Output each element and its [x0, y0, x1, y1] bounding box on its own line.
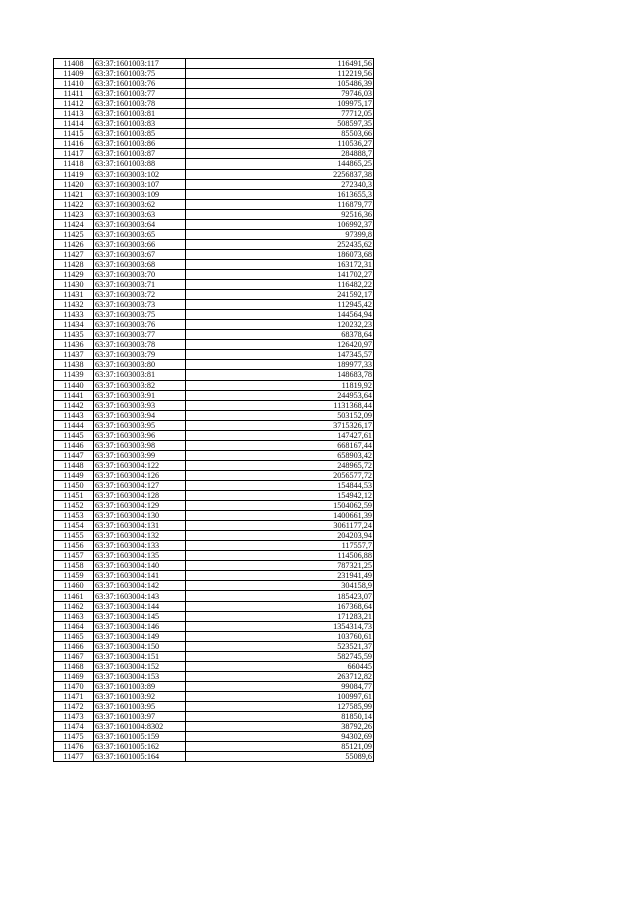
table-row: [54, 531, 374, 541]
cadastral-number-cell: 63:37:1601003:88: [94, 159, 186, 169]
table-row: [54, 310, 374, 320]
cadastral-value-cell: 231941,49: [186, 571, 374, 581]
cadastral-value-cell: 147427,61: [186, 430, 374, 440]
row-number-cell: 11457: [54, 551, 94, 561]
cadastral-number-cell: 63:37:1603003:93: [94, 400, 186, 410]
cadastral-number-cell: 63:37:1603004:127: [94, 480, 186, 490]
cadastral-number-cell: 63:37:1603004:143: [94, 591, 186, 601]
cadastral-value-cell: 272340,3: [186, 179, 374, 189]
row-number-cell: 11475: [54, 732, 94, 742]
row-number-cell: 11473: [54, 712, 94, 722]
row-number-cell: 11459: [54, 571, 94, 581]
cadastral-number-cell: 63:37:1601003:77: [94, 89, 186, 99]
cadastral-value-cell: 110536,27: [186, 139, 374, 149]
cadastral-number-cell: 63:37:1603004:126: [94, 470, 186, 480]
row-number-cell: 11448: [54, 460, 94, 470]
table-row: [54, 249, 374, 259]
cadastral-value-cell: 38792,26: [186, 722, 374, 732]
table-row: [54, 551, 374, 561]
table-row: [54, 480, 374, 490]
cadastral-value-cell: 304158,9: [186, 581, 374, 591]
table-row: [54, 300, 374, 310]
cadastral-value-cell: 3715326,17: [186, 420, 374, 430]
cadastral-number-cell: 63:37:1603004:128: [94, 491, 186, 501]
cadastral-value-cell: 204203,94: [186, 531, 374, 541]
row-number-cell: 11425: [54, 229, 94, 239]
table-row: [54, 611, 374, 621]
table-row: [54, 229, 374, 239]
row-number-cell: 11449: [54, 470, 94, 480]
row-number-cell: 11424: [54, 219, 94, 229]
cadastral-value-cell: 92516,36: [186, 209, 374, 219]
row-number-cell: 11438: [54, 360, 94, 370]
cadastral-number-cell: 63:37:1603004:149: [94, 631, 186, 641]
cadastral-value-cell: 658903,42: [186, 450, 374, 460]
cadastral-number-cell: 63:37:1601003:81: [94, 109, 186, 119]
row-number-cell: 11417: [54, 149, 94, 159]
cadastral-value-cell: 116491,56: [186, 59, 374, 69]
cadastral-value-cell: 114506,88: [186, 551, 374, 561]
row-number-cell: 11461: [54, 591, 94, 601]
table-row: [54, 380, 374, 390]
row-number-cell: 11414: [54, 119, 94, 129]
cadastral-value-cell: 109975,17: [186, 99, 374, 109]
row-number-cell: 11413: [54, 109, 94, 119]
table-row: [54, 732, 374, 742]
row-number-cell: 11447: [54, 450, 94, 460]
row-number-cell: 11420: [54, 179, 94, 189]
cadastral-number-cell: 63:37:1603003:99: [94, 450, 186, 460]
cadastral-value-cell: 112945,42: [186, 300, 374, 310]
table-row: [54, 79, 374, 89]
cadastral-value-cell: 185423,07: [186, 591, 374, 601]
cadastral-number-cell: 63:37:1601003:75: [94, 69, 186, 79]
row-number-cell: 11453: [54, 511, 94, 521]
cadastral-number-cell: 63:37:1603003:63: [94, 209, 186, 219]
cadastral-value-cell: 1613655,3: [186, 189, 374, 199]
cadastral-value-cell: 248965,72: [186, 460, 374, 470]
table-row: [54, 521, 374, 531]
cadastral-value-cell: 189977,33: [186, 360, 374, 370]
row-number-cell: 11423: [54, 209, 94, 219]
row-number-cell: 11437: [54, 350, 94, 360]
cadastral-number-cell: 63:37:1601003:76: [94, 79, 186, 89]
cadastral-number-cell: 63:37:1601005:162: [94, 742, 186, 752]
cadastral-value-cell: 148683,78: [186, 370, 374, 380]
cadastral-number-cell: 63:37:1603003:102: [94, 169, 186, 179]
cadastral-number-cell: 63:37:1601003:83: [94, 119, 186, 129]
cadastral-number-cell: 63:37:1603003:82: [94, 380, 186, 390]
table-row: [54, 89, 374, 99]
cadastral-number-cell: 63:37:1603003:91: [94, 390, 186, 400]
table-row: [54, 69, 374, 79]
row-number-cell: 11409: [54, 69, 94, 79]
cadastral-value-cell: 100997,61: [186, 691, 374, 701]
table-row: [54, 390, 374, 400]
cadastral-number-cell: 63:37:1603004:132: [94, 531, 186, 541]
row-number-cell: 11470: [54, 681, 94, 691]
cadastral-number-cell: 63:37:1603003:79: [94, 350, 186, 360]
row-number-cell: 11450: [54, 480, 94, 490]
cadastral-value-cell: 116482,22: [186, 280, 374, 290]
cadastral-value-cell: 186073,68: [186, 249, 374, 259]
table-row: [54, 149, 374, 159]
table-row: [54, 712, 374, 722]
table-row: [54, 491, 374, 501]
row-number-cell: 11458: [54, 561, 94, 571]
table-row: [54, 742, 374, 752]
row-number-cell: 11426: [54, 239, 94, 249]
table-row: [54, 410, 374, 420]
cadastral-value-cell: 1354314,73: [186, 621, 374, 631]
cadastral-number-cell: 63:37:1601003:86: [94, 139, 186, 149]
cadastral-number-cell: 63:37:1601003:95: [94, 702, 186, 712]
cadastral-number-cell: 63:37:1603004:151: [94, 651, 186, 661]
row-number-cell: 11433: [54, 310, 94, 320]
row-number-cell: 11456: [54, 541, 94, 551]
cadastral-value-cell: 787321,25: [186, 561, 374, 571]
cadastral-number-cell: 63:37:1603003:80: [94, 360, 186, 370]
table-row: [54, 330, 374, 340]
cadastral-value-cell: 126420,97: [186, 340, 374, 350]
cadastral-value-cell: 3061177,24: [186, 521, 374, 531]
cadastral-value-cell: 1131368,44: [186, 400, 374, 410]
table-row: [54, 541, 374, 551]
table-row: [54, 621, 374, 631]
table-row: [54, 641, 374, 651]
row-number-cell: 11467: [54, 651, 94, 661]
cadastral-number-cell: 63:37:1603004:133: [94, 541, 186, 551]
cadastral-value-cell: 154844,53: [186, 480, 374, 490]
cadastral-value-cell: 147345,57: [186, 350, 374, 360]
cadastral-number-cell: 63:37:1603003:66: [94, 239, 186, 249]
cadastral-value-cell: 106992,37: [186, 219, 374, 229]
row-number-cell: 11427: [54, 249, 94, 259]
cadastral-value-cell: 503152,09: [186, 410, 374, 420]
row-number-cell: 11416: [54, 139, 94, 149]
cadastral-value-cell: 660445: [186, 661, 374, 671]
row-number-cell: 11455: [54, 531, 94, 541]
row-number-cell: 11468: [54, 661, 94, 671]
table-row: [54, 209, 374, 219]
table-row: [54, 460, 374, 470]
table-row: [54, 511, 374, 521]
cadastral-number-cell: 63:37:1603004:135: [94, 551, 186, 561]
table-row: [54, 651, 374, 661]
table-row: [54, 59, 374, 69]
row-number-cell: 11477: [54, 752, 94, 762]
cadastral-value-table: [53, 58, 374, 762]
row-number-cell: 11464: [54, 621, 94, 631]
table-body: [54, 59, 374, 762]
cadastral-value-cell: 2056577,72: [186, 470, 374, 480]
row-number-cell: 11411: [54, 89, 94, 99]
row-number-cell: 11463: [54, 611, 94, 621]
table-row: [54, 370, 374, 380]
table-row: [54, 571, 374, 581]
cadastral-value-cell: 103760,61: [186, 631, 374, 641]
row-number-cell: 11446: [54, 440, 94, 450]
cadastral-value-cell: 11819,92: [186, 380, 374, 390]
table-row: [54, 360, 374, 370]
row-number-cell: 11466: [54, 641, 94, 651]
cadastral-value-cell: 508597,35: [186, 119, 374, 129]
cadastral-value-cell: 171283,21: [186, 611, 374, 621]
table-row: [54, 702, 374, 712]
cadastral-number-cell: 63:37:1603003:68: [94, 259, 186, 269]
row-number-cell: 11412: [54, 99, 94, 109]
cadastral-number-cell: 63:37:1603004:142: [94, 581, 186, 591]
row-number-cell: 11430: [54, 280, 94, 290]
cadastral-number-cell: 63:37:1603004:131: [94, 521, 186, 531]
row-number-cell: 11431: [54, 290, 94, 300]
cadastral-number-cell: 63:37:1603004:153: [94, 671, 186, 681]
cadastral-value-cell: 99084,77: [186, 681, 374, 691]
cadastral-number-cell: 63:37:1601003:117: [94, 59, 186, 69]
table-row: [54, 169, 374, 179]
row-number-cell: 11439: [54, 370, 94, 380]
cadastral-number-cell: 63:37:1603004:141: [94, 571, 186, 581]
cadastral-number-cell: 63:37:1603003:70: [94, 269, 186, 279]
row-number-cell: 11429: [54, 269, 94, 279]
cadastral-value-cell: 252435,62: [186, 239, 374, 249]
cadastral-value-cell: 263712,82: [186, 671, 374, 681]
cadastral-value-cell: 85121,09: [186, 742, 374, 752]
cadastral-number-cell: 63:37:1603003:78: [94, 340, 186, 350]
cadastral-value-cell: 94302,69: [186, 732, 374, 742]
cadastral-number-cell: 63:37:1603003:98: [94, 440, 186, 450]
row-number-cell: 11422: [54, 199, 94, 209]
row-number-cell: 11462: [54, 601, 94, 611]
cadastral-value-cell: 97399,8: [186, 229, 374, 239]
cadastral-value-cell: 163172,31: [186, 259, 374, 269]
row-number-cell: 11454: [54, 521, 94, 531]
table-row: [54, 99, 374, 109]
cadastral-number-cell: 63:37:1603004:144: [94, 601, 186, 611]
cadastral-value-cell: 1400661,39: [186, 511, 374, 521]
cadastral-number-cell: 63:37:1603004:130: [94, 511, 186, 521]
cadastral-number-cell: 63:37:1601003:89: [94, 681, 186, 691]
row-number-cell: 11419: [54, 169, 94, 179]
row-number-cell: 11421: [54, 189, 94, 199]
cadastral-number-cell: 63:37:1603003:94: [94, 410, 186, 420]
table-row: [54, 470, 374, 480]
cadastral-number-cell: 63:37:1603004:145: [94, 611, 186, 621]
cadastral-value-cell: 116879,77: [186, 199, 374, 209]
row-number-cell: 11410: [54, 79, 94, 89]
table-row: [54, 450, 374, 460]
cadastral-number-cell: 63:37:1603003:109: [94, 189, 186, 199]
cadastral-value-cell: 284888,7: [186, 149, 374, 159]
cadastral-value-cell: 120232,23: [186, 320, 374, 330]
cadastral-number-cell: 63:37:1603003:95: [94, 420, 186, 430]
row-number-cell: 11440: [54, 380, 94, 390]
cadastral-number-cell: 63:37:1603003:72: [94, 290, 186, 300]
cadastral-value-cell: 167368,64: [186, 601, 374, 611]
cadastral-number-cell: 63:37:1603003:75: [94, 310, 186, 320]
table-row: [54, 139, 374, 149]
table-row: [54, 109, 374, 119]
row-number-cell: 11418: [54, 159, 94, 169]
cadastral-number-cell: 63:37:1603003:77: [94, 330, 186, 340]
cadastral-value-cell: 112219,56: [186, 69, 374, 79]
table-row: [54, 440, 374, 450]
row-number-cell: 11443: [54, 410, 94, 420]
cadastral-value-cell: 127585,99: [186, 702, 374, 712]
cadastral-number-cell: 63:37:1601003:78: [94, 99, 186, 109]
row-number-cell: 11474: [54, 722, 94, 732]
table-row: [54, 239, 374, 249]
cadastral-value-cell: 523521,37: [186, 641, 374, 651]
table-row: [54, 259, 374, 269]
cadastral-number-cell: 63:37:1603003:96: [94, 430, 186, 440]
cadastral-number-cell: 63:37:1601005:159: [94, 732, 186, 742]
cadastral-value-cell: 55089,6: [186, 752, 374, 762]
row-number-cell: 11444: [54, 420, 94, 430]
table-row: [54, 189, 374, 199]
cadastral-number-cell: 63:37:1603004:152: [94, 661, 186, 671]
cadastral-value-cell: 144865,25: [186, 159, 374, 169]
cadastral-number-cell: 63:37:1603003:64: [94, 219, 186, 229]
table-row: [54, 430, 374, 440]
table-row: [54, 561, 374, 571]
table-row: [54, 591, 374, 601]
table-row: [54, 129, 374, 139]
cadastral-value-cell: 582745,59: [186, 651, 374, 661]
row-number-cell: 11465: [54, 631, 94, 641]
table-row: [54, 179, 374, 189]
cadastral-value-cell: 79746,03: [186, 89, 374, 99]
cadastral-value-cell: 241592,17: [186, 290, 374, 300]
cadastral-number-cell: 63:37:1603004:129: [94, 501, 186, 511]
cadastral-value-cell: 144564,94: [186, 310, 374, 320]
row-number-cell: 11428: [54, 259, 94, 269]
cadastral-number-cell: 63:37:1603003:107: [94, 179, 186, 189]
cadastral-value-cell: 244953,64: [186, 390, 374, 400]
row-number-cell: 11460: [54, 581, 94, 591]
cadastral-number-cell: 63:37:1603004:150: [94, 641, 186, 651]
cadastral-number-cell: 63:37:1601005:164: [94, 752, 186, 762]
row-number-cell: 11442: [54, 400, 94, 410]
table-row: [54, 269, 374, 279]
cadastral-number-cell: 63:37:1601003:87: [94, 149, 186, 159]
cadastral-value-cell: 1504062,59: [186, 501, 374, 511]
cadastral-number-cell: 63:37:1603003:71: [94, 280, 186, 290]
cadastral-number-cell: 63:37:1601004:8302: [94, 722, 186, 732]
row-number-cell: 11451: [54, 491, 94, 501]
cadastral-value-cell: 105486,39: [186, 79, 374, 89]
table-row: [54, 722, 374, 732]
row-number-cell: 11472: [54, 702, 94, 712]
table-row: [54, 350, 374, 360]
cadastral-number-cell: 63:37:1603004:140: [94, 561, 186, 571]
row-number-cell: 11415: [54, 129, 94, 139]
cadastral-value-cell: 81850,14: [186, 712, 374, 722]
cadastral-value-cell: 668167,44: [186, 440, 374, 450]
row-number-cell: 11441: [54, 390, 94, 400]
table-row: [54, 671, 374, 681]
cadastral-value-cell: 77712,05: [186, 109, 374, 119]
row-number-cell: 11476: [54, 742, 94, 752]
table-row: [54, 601, 374, 611]
row-number-cell: 11469: [54, 671, 94, 681]
row-number-cell: 11434: [54, 320, 94, 330]
cadastral-value-cell: 141702,27: [186, 269, 374, 279]
table-row: [54, 119, 374, 129]
row-number-cell: 11435: [54, 330, 94, 340]
table-row: [54, 631, 374, 641]
row-number-cell: 11432: [54, 300, 94, 310]
cadastral-number-cell: 63:37:1603003:73: [94, 300, 186, 310]
table-row: [54, 661, 374, 671]
row-number-cell: 11445: [54, 430, 94, 440]
row-number-cell: 11436: [54, 340, 94, 350]
table-row: [54, 159, 374, 169]
table-row: [54, 340, 374, 350]
cadastral-number-cell: 63:37:1603004:146: [94, 621, 186, 631]
cadastral-number-cell: 63:37:1603003:76: [94, 320, 186, 330]
cadastral-value-cell: 2256837,38: [186, 169, 374, 179]
table-row: [54, 691, 374, 701]
cadastral-number-cell: 63:37:1603003:65: [94, 229, 186, 239]
table-row: [54, 752, 374, 762]
cadastral-number-cell: 63:37:1603004:122: [94, 460, 186, 470]
cadastral-number-cell: 63:37:1603003:81: [94, 370, 186, 380]
cadastral-value-cell: 117557,7: [186, 541, 374, 551]
table-row: [54, 501, 374, 511]
row-number-cell: 11408: [54, 59, 94, 69]
cadastral-number-cell: 63:37:1601003:97: [94, 712, 186, 722]
cadastral-number-cell: 63:37:1601003:85: [94, 129, 186, 139]
cadastral-value-cell: 154942,12: [186, 491, 374, 501]
cadastral-number-cell: 63:37:1603003:62: [94, 199, 186, 209]
cadastral-number-cell: 63:37:1601003:92: [94, 691, 186, 701]
table-row: [54, 420, 374, 430]
table-row: [54, 400, 374, 410]
row-number-cell: 11452: [54, 501, 94, 511]
table-row: [54, 280, 374, 290]
table-row: [54, 681, 374, 691]
row-number-cell: 11471: [54, 691, 94, 701]
table-row: [54, 581, 374, 591]
table-row: [54, 290, 374, 300]
cadastral-number-cell: 63:37:1603003:67: [94, 249, 186, 259]
table-row: [54, 320, 374, 330]
cadastral-value-cell: 68378,64: [186, 330, 374, 340]
cadastral-value-cell: 85503,66: [186, 129, 374, 139]
table-row: [54, 219, 374, 229]
table-row: [54, 199, 374, 209]
